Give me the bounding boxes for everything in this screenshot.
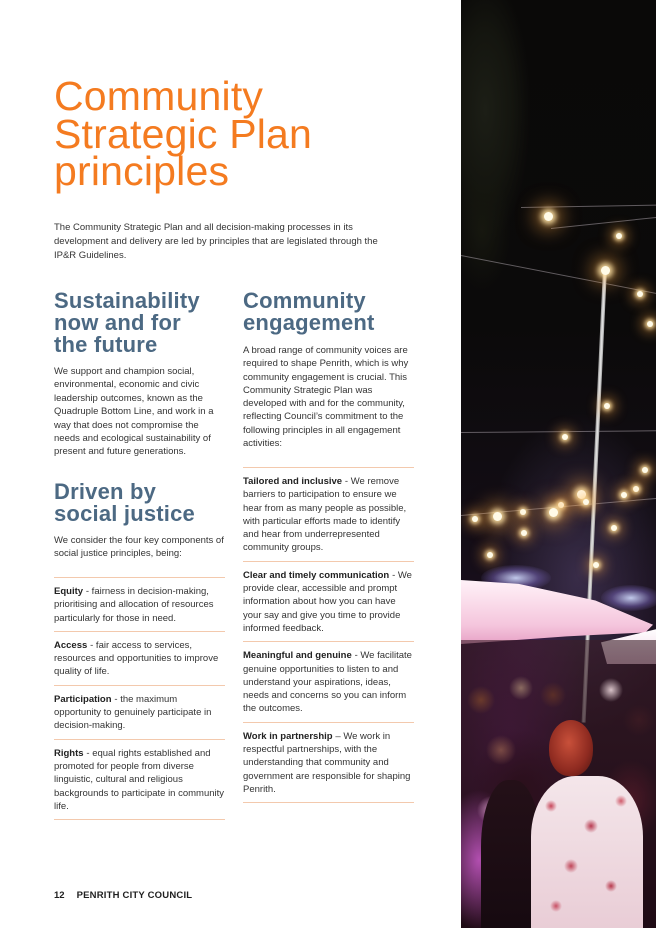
- item-text: - fairness in decision-making, prioritising and allocation of resources particularly for those in need.: [54, 586, 214, 624]
- string-light: [544, 212, 553, 221]
- string-light: [549, 508, 558, 517]
- string-light: [593, 562, 599, 568]
- string-light: [601, 266, 610, 275]
- community-engagement-body: A broad range of community voices are required to shape Penrith, which is why community engagement is crucial. This Community Strategic Plan was developed with and for the community, reflecting Council’s commitment to the following principles in all engagement activities:: [243, 345, 409, 450]
- string-light: [633, 486, 639, 492]
- string-light: [487, 552, 493, 558]
- string-light: [558, 502, 564, 508]
- social-justice-body: We consider the four key components of social justice principles, being:: [54, 535, 224, 560]
- item-text: - fair access to services, resources and opportunities to improve quality of life.: [54, 639, 219, 678]
- person-head: [549, 720, 593, 776]
- community-engagement-heading: [243, 290, 375, 334]
- tree-silhouette: [461, 150, 531, 310]
- night-festival-photo: [461, 0, 656, 928]
- page-title-line: Strategic Plan: [54, 110, 313, 157]
- item-text: – We work in respectful partnerships, with the understanding that community and government are responsible for shaping Penrith.: [243, 730, 411, 795]
- page-footer: [54, 890, 192, 901]
- item-label: Access: [54, 639, 88, 651]
- heading-line: social justice: [54, 501, 195, 527]
- list-item: [54, 577, 225, 631]
- string-light-wire: [551, 217, 656, 229]
- page-number: 12: [54, 890, 65, 901]
- item-text: - We remove barriers to participation to ensure we hear from as many people as possible, with particular efforts made to identify and hear from underrepresented community groups.: [243, 476, 407, 554]
- page-title-line: Community: [54, 73, 264, 119]
- string-light: [493, 512, 502, 521]
- item-label: Clear and timely communication: [243, 569, 390, 581]
- string-light: [583, 499, 589, 505]
- list-item: [243, 641, 414, 721]
- string-light: [616, 233, 622, 239]
- social-justice-heading: [54, 481, 195, 525]
- string-light: [621, 492, 627, 498]
- string-light: [520, 509, 526, 515]
- intro-paragraph: The Community Strategic Plan and all decision-making processes in its development and delivery are led by principles that are legislated through the IP&R Guidelines.: [54, 222, 378, 261]
- heading-line: Sustainability: [54, 288, 200, 313]
- string-light-wire: [461, 430, 656, 433]
- item-label: Participation: [54, 693, 112, 705]
- social-justice-list: [54, 577, 225, 820]
- item-label: Rights: [54, 747, 84, 759]
- string-light: [642, 467, 648, 473]
- item-text: - the maximum opportunity to genuinely participate in decision-making.: [54, 693, 212, 732]
- item-text: - equal rights established and promoted for people from diverse linguistic, cultural and religious backgrounds to participate in community life.: [54, 747, 225, 812]
- item-text: - We facilitate genuine opportunities to listen to and understand your aspirations, ideas, needs and concerns so you can inform the outcomes.: [243, 650, 412, 715]
- list-item: [243, 467, 414, 561]
- heading-line: the future: [54, 332, 158, 358]
- engagement-principles-list: [243, 467, 414, 803]
- list-item: [54, 739, 225, 820]
- string-light: [562, 434, 568, 440]
- string-light: [521, 530, 527, 536]
- list-item: [54, 631, 225, 685]
- item-label: Meaningful and genuine: [243, 650, 352, 662]
- string-light: [472, 516, 478, 522]
- string-light: [611, 525, 617, 531]
- heading-line: Driven by: [54, 479, 157, 504]
- patterned-dress: [531, 776, 643, 928]
- string-light: [604, 403, 610, 409]
- item-label: Tailored and inclusive: [243, 476, 343, 487]
- string-light: [647, 321, 653, 327]
- list-item: [243, 561, 414, 641]
- publisher-name: PENRITH CITY COUNCIL: [76, 890, 193, 901]
- string-light: [637, 291, 643, 297]
- item-label: Equity: [54, 586, 84, 597]
- list-item: [54, 685, 225, 739]
- heading-line: now and for: [54, 310, 181, 336]
- sustainability-body: We support and champion social, environmental, economic and civic leadership outcomes, known as the Quadruple Bottom Line, and work in a way that does not compromise the needs and ecological sustainability of present and future generations.: [54, 366, 214, 458]
- sustainability-heading: [54, 290, 200, 357]
- list-item: [243, 722, 414, 803]
- heading-line: engagement: [243, 310, 375, 336]
- page-title: [54, 73, 313, 194]
- item-label: Work in partnership: [243, 730, 333, 742]
- heading-line: Community: [243, 288, 366, 313]
- item-text: - We provide clear, accessible and prompt information about how you can have your say and give you time to provide informed feedback.: [243, 569, 412, 634]
- page-title-line: principles: [54, 148, 230, 194]
- string-light: [577, 490, 586, 499]
